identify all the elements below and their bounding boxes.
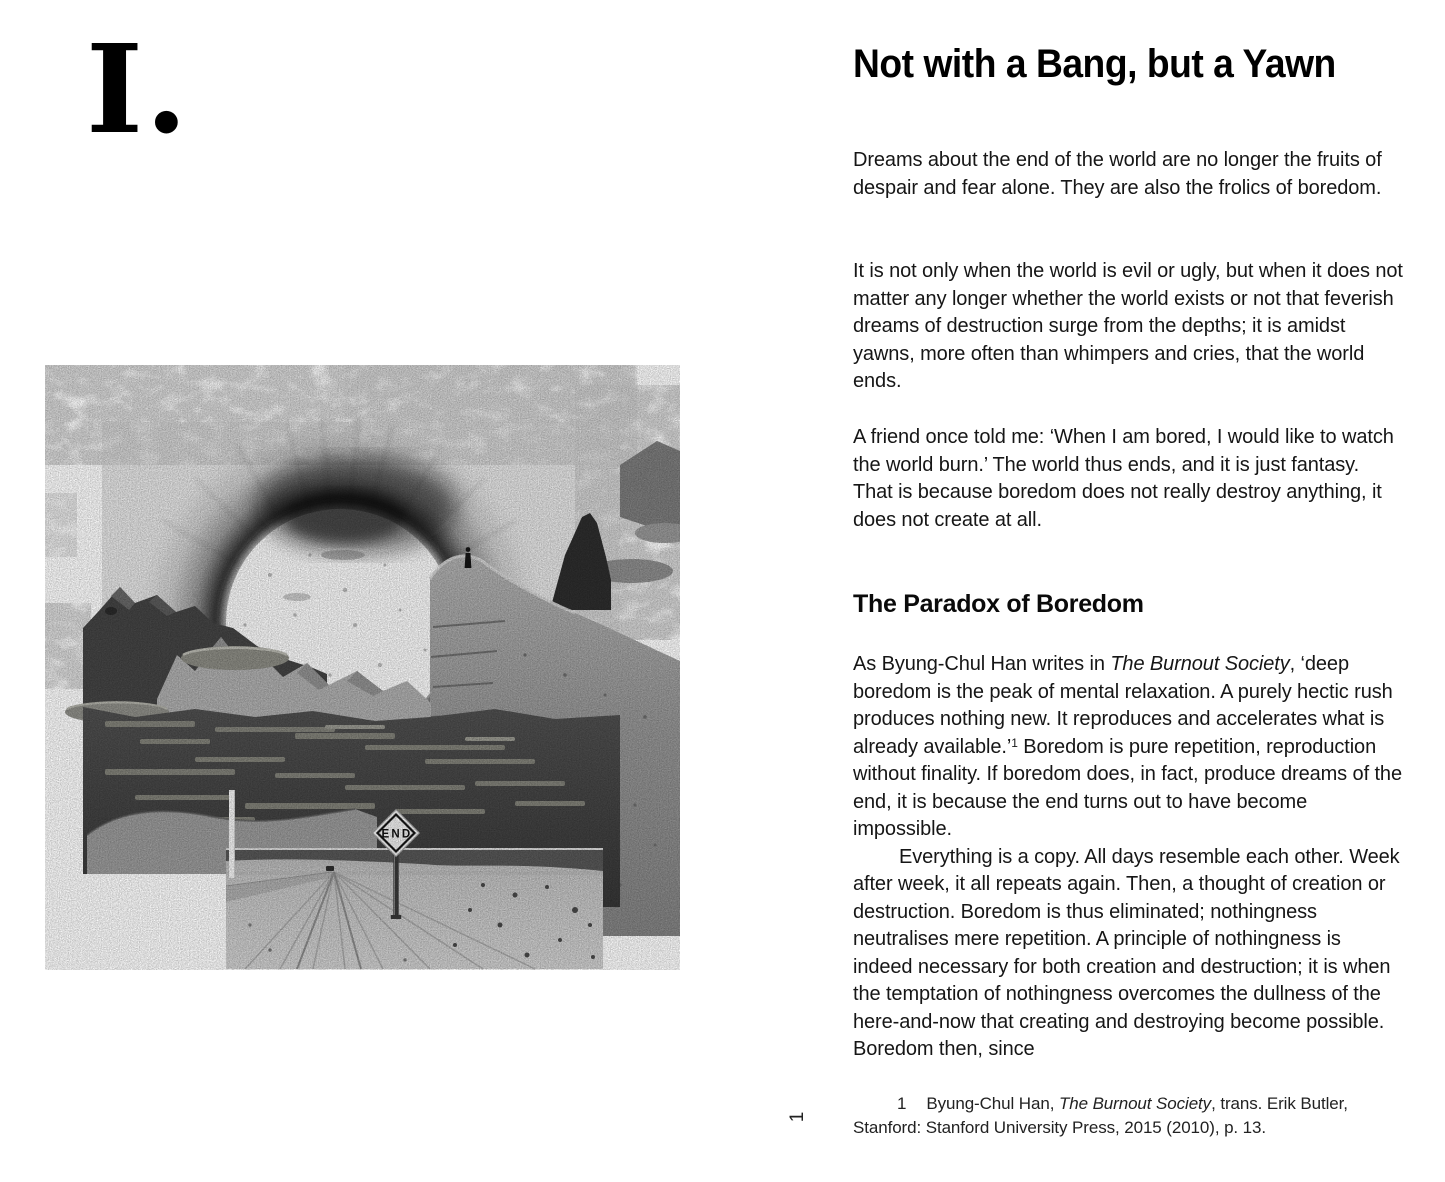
collage-artwork	[45, 365, 680, 970]
footnote-book-title-italic: The Burnout Society	[1058, 1094, 1212, 1113]
book-title-italic: The Burnout Society	[1110, 653, 1290, 675]
footnote-text-rest: , trans. Erik Butler, Stanford: Stanford University Press, 2015 (2010), p. 13.	[853, 1094, 1348, 1137]
paragraph-5: Everything is a copy. All days resemble each other. Week after week, it all repeats again. Then, a thought of creation or destruction. Boredom is thus eliminated; nothingness neutralises mere repetition. A principle of nothingness is indeed necessary for both creation and destruction; it is when the temptation of nothingness overcomes the dullness of the here-and-now that creating and destroying become possible. Boredom then, since	[853, 845, 1400, 1060]
paragraph-4	[853, 651, 1403, 844]
end-sign-label: END	[381, 828, 413, 841]
footnote-number: 1	[897, 1094, 907, 1113]
chapter-title: Not with a Bang, but a Yawn	[853, 42, 1336, 86]
paragraph-4-text: As Byung-Chul Han writes in	[853, 653, 1111, 675]
footnote-text: Byung-Chul Han,	[926, 1094, 1059, 1113]
footnote	[853, 1092, 1409, 1139]
paragraph-4-rest: Boredom is pure repetition, reproduction without finality. If boredom does, in fact, produce dreams of the end, it is because the end turns out to have become impossible.	[853, 735, 1402, 840]
grain-overlay	[45, 365, 680, 970]
footnote-reference: 1	[1011, 735, 1018, 750]
paragraph-2: It is not only when the world is evil or ugly, but when it does not matter any longer whether the world exists or not that feverish dreams of destruction surge from the depths; it is amidst yawns, more often than whimpers and cries, that the world ends.	[853, 260, 1403, 392]
section-heading: The Paradox of Boredom	[853, 590, 1144, 618]
paragraph-3: A friend once told me: ‘When I am bored, I would like to watch the world burn.’ The world thus ends, and it is just fantasy. That is because boredom does not really destroy anything, it does not create at all.	[853, 426, 1394, 531]
paragraph-4-quote: , ‘deep boredom is the peak of mental relaxation. A purely hectic rush produces nothing new. It reproduces and accelerates what is already available.’	[853, 653, 1393, 758]
chapter-numeral: I.	[86, 17, 190, 161]
page-number: 1	[787, 1111, 808, 1123]
section-body	[853, 651, 1403, 1064]
paragraph-1: Dreams about the end of the world are no longer the fruits of despair and fear alone. They are also the frolics of boredom.	[853, 149, 1382, 199]
